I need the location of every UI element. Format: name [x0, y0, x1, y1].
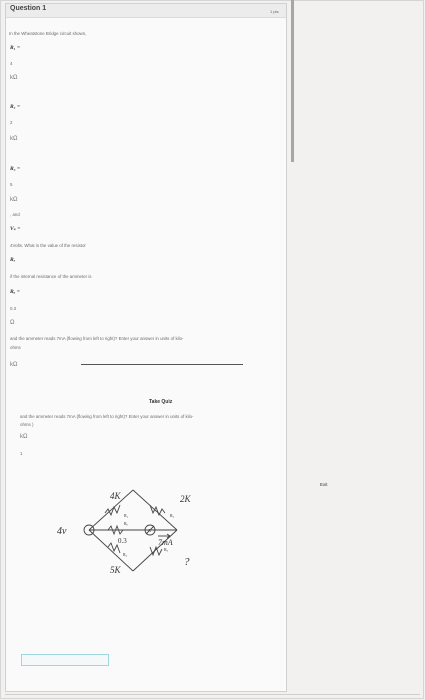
ammeter-resistance-text: if the internal resistance of the ammeter is [10, 274, 92, 279]
current-hand-label: 7mA [158, 538, 173, 547]
ohms-text: ohms [10, 345, 21, 350]
vs-label: Vₛ = [10, 226, 21, 232]
answer-divider [81, 364, 243, 365]
duplicate-unit: kΩ [20, 434, 28, 440]
question-title: Question 1 [10, 5, 47, 12]
scrollbar[interactable] [291, 0, 294, 162]
question-intro: In the Wheatstone Bridge circuit shown, [9, 31, 87, 36]
duplicate-ohms-text: ohms ) [20, 422, 34, 427]
ra-value: 0.3 [10, 306, 17, 311]
ra-hand-label: 0.3 [118, 537, 127, 545]
ammeter-tag: A [148, 528, 151, 533]
ammeter-reads-text: and the ammeter reads 7mA (flowing from left to right)? Enter your answer in units of kilo- [10, 336, 184, 341]
question-header [6, 4, 286, 18]
r2-label: R₂ = [10, 104, 21, 110]
r3-value: 5 [10, 182, 13, 187]
r3-label: R₃ = [10, 166, 21, 172]
source-voltage-label: 4v [57, 526, 67, 537]
r1-value: 4 [10, 61, 13, 66]
r1-unit: kΩ [10, 75, 18, 81]
ra-tag: Rₐ [124, 521, 128, 526]
r3-hand-label: 5K [110, 565, 121, 575]
vs-text: 4Volts. What is the value of the resistor [10, 243, 86, 248]
r3-tag: R₃ [123, 552, 128, 557]
r1-label: R₁ = [10, 45, 21, 51]
r2-value: 2 [10, 120, 13, 125]
rx-label: Rₓ [10, 257, 16, 263]
bottom-divider [5, 694, 420, 695]
r3-unit: kΩ [10, 197, 18, 203]
answer-unit: kΩ [10, 362, 18, 368]
ra-unit: Ω [10, 320, 15, 326]
rx-tag: Rₓ [164, 547, 168, 552]
question-points: 1 pts [270, 9, 279, 14]
take-quiz-link[interactable]: Take Quiz [149, 399, 173, 405]
r1-tag: R₁ [124, 513, 129, 518]
r2-tag: R₂ [170, 513, 175, 518]
ra-label: Rₐ = [10, 289, 20, 295]
duplicate-mark: 1 [20, 451, 23, 456]
wheatstone-bridge-sketch [50, 485, 240, 590]
r1-hand-label: 4K [110, 491, 121, 501]
r2-hand-label: 2K [180, 494, 191, 504]
and-text: , and [10, 212, 20, 217]
r2-zigzag [150, 505, 165, 515]
r2-unit: kΩ [10, 136, 18, 142]
answer-input[interactable] [21, 654, 109, 666]
exit-link[interactable]: Exit [320, 482, 328, 487]
duplicate-ammeter-text: and the ammeter reads 7mA (flowing from left to right)? Enter your answer in units of kilo- [20, 414, 194, 419]
rx-hand-label: ? [184, 556, 190, 568]
